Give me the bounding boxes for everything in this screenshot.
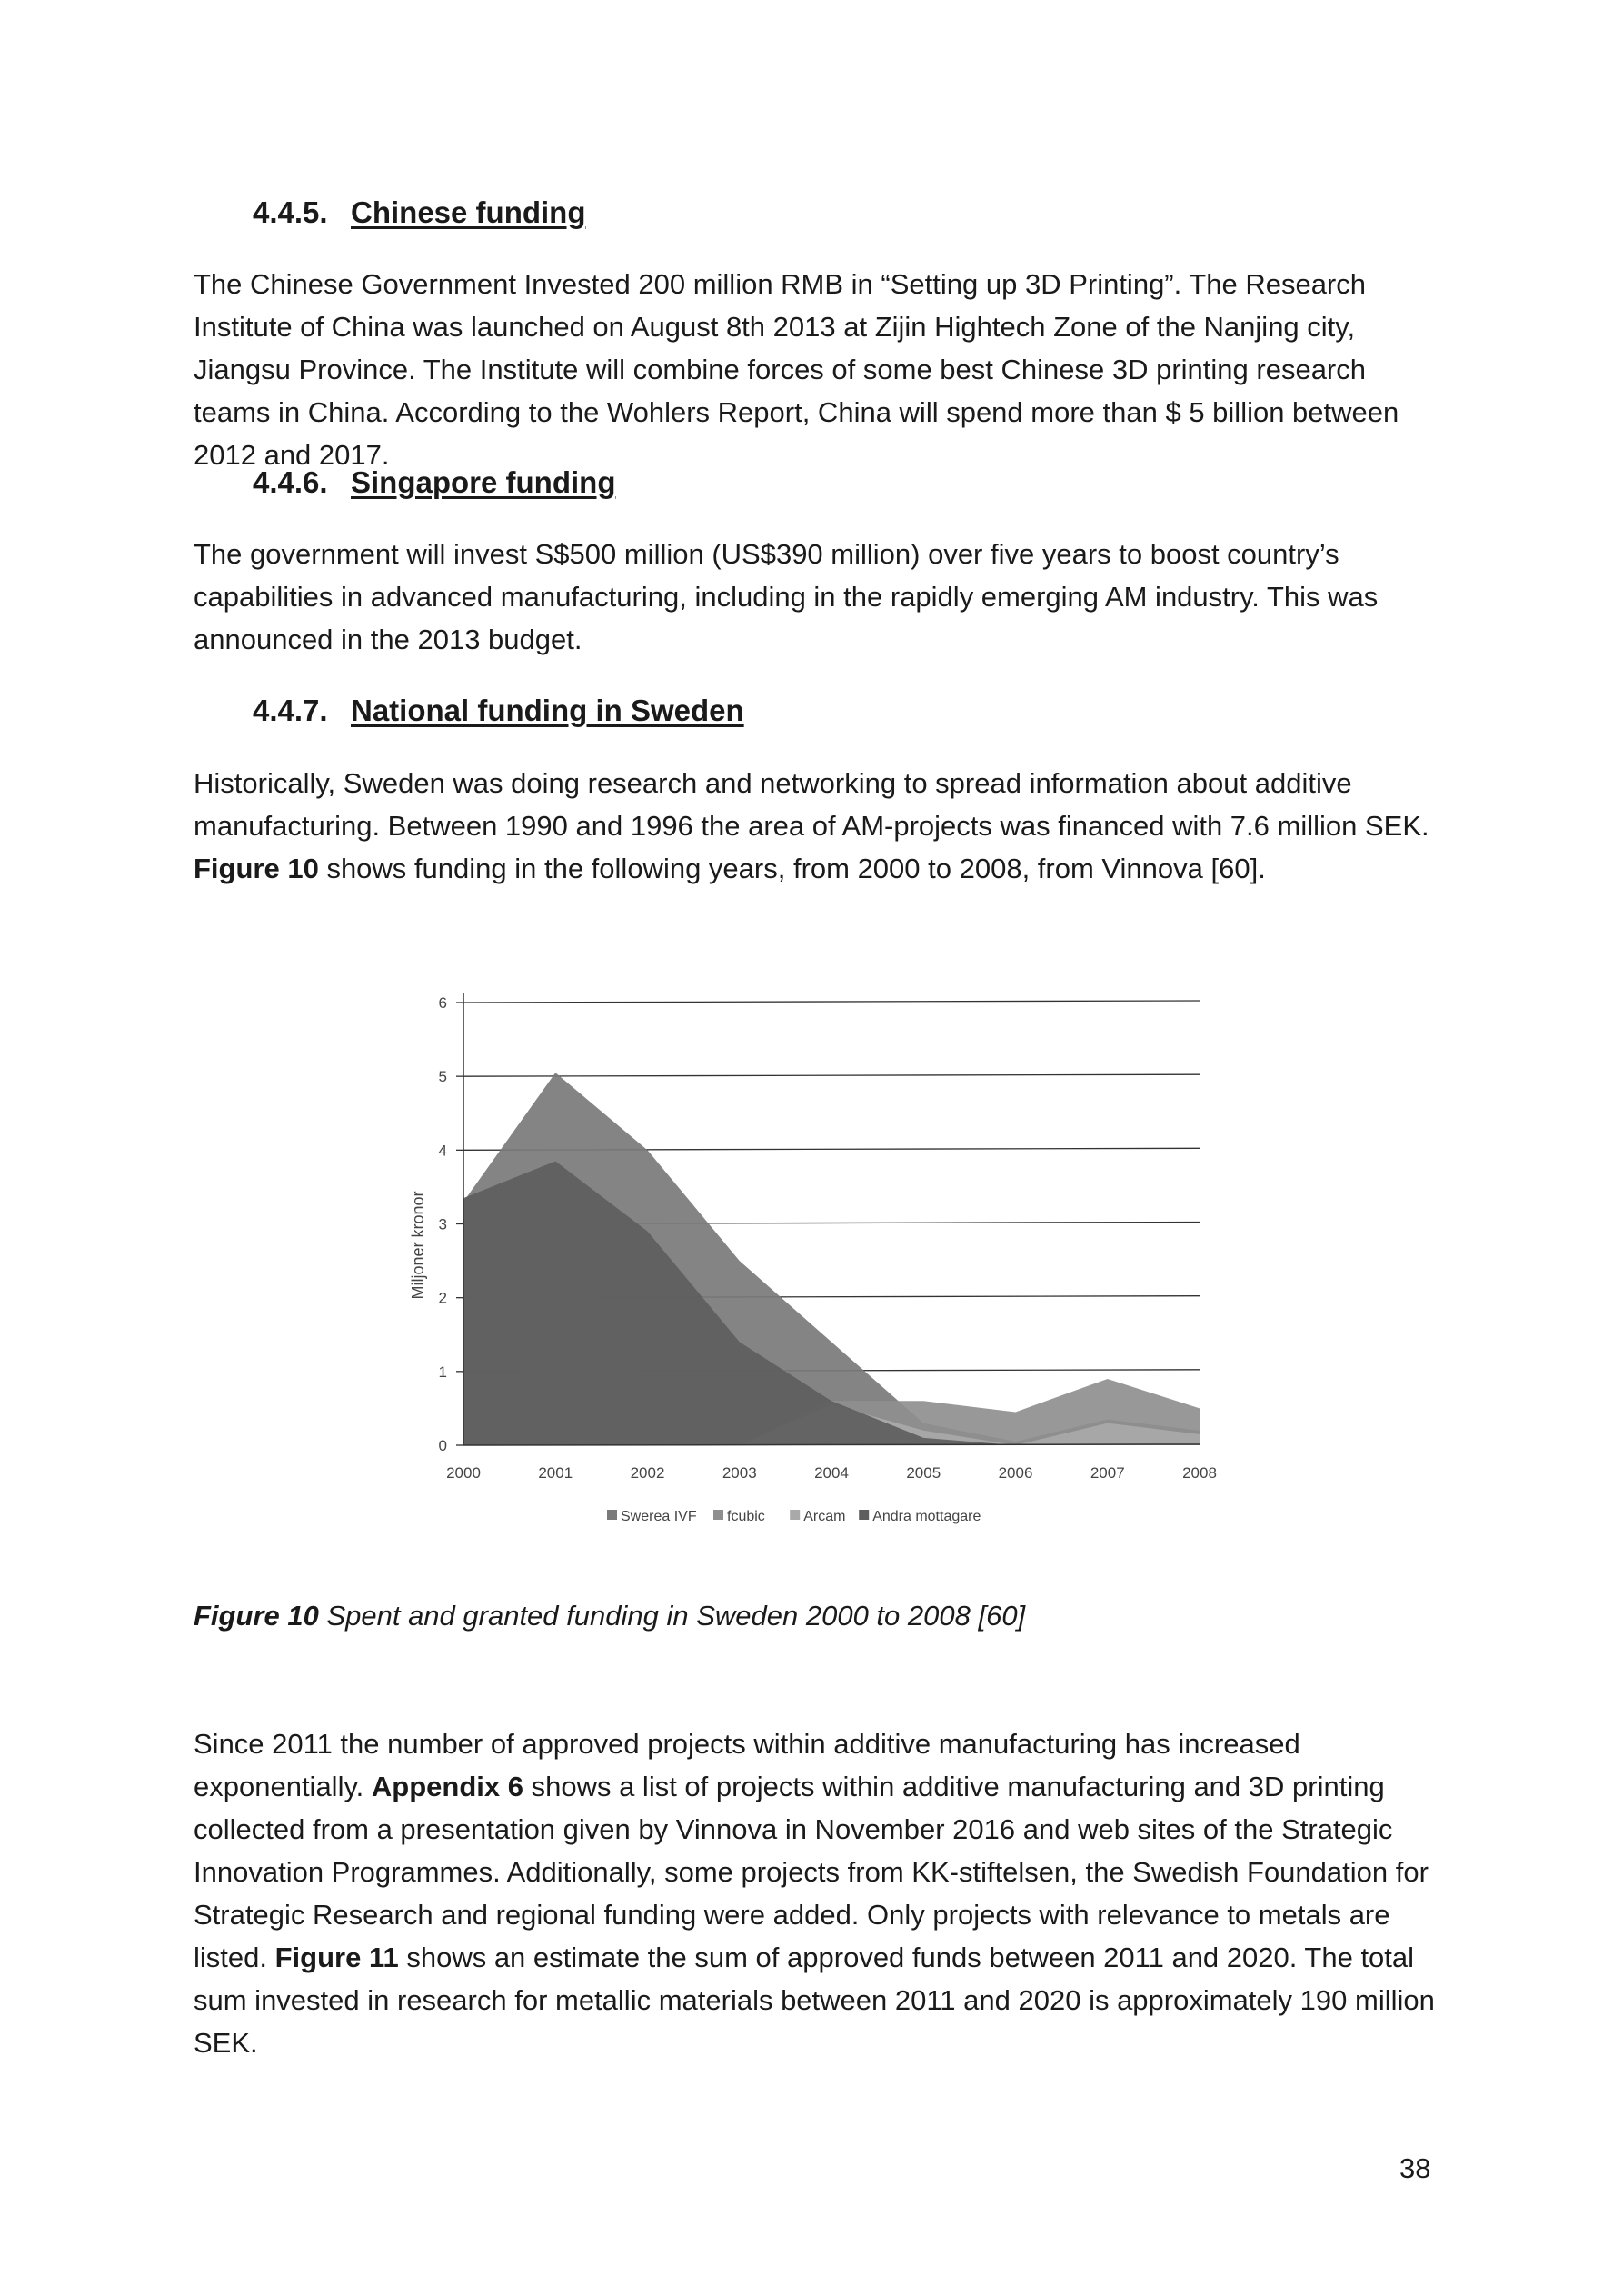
figure-caption	[194, 1594, 1025, 1637]
gridline	[463, 1074, 1200, 1076]
chart-legend	[607, 1509, 981, 1524]
page-number: 38	[1399, 2152, 1431, 2184]
funding-area-chart	[400, 986, 1272, 1568]
legend-swatch	[607, 1510, 617, 1520]
y-tick-label: 0	[438, 1437, 447, 1454]
paragraph-text: shows funding in the following years, from 2000 to 2008, from Vinnova [60].	[318, 853, 1266, 884]
section-title: Singapore funding	[351, 465, 616, 499]
paragraph-text: Historically, Sweden was doing research and networking to spread information about additive manufacturing. Between 1990 and 1996 the area of AM-projects was financed with 7.6 million SEK.	[194, 767, 1429, 842]
x-tick-label: 2007	[1090, 1464, 1125, 1482]
y-tick-label: 4	[438, 1142, 447, 1160]
figure-label: Figure 10	[194, 1600, 319, 1632]
section-heading-singapore-funding	[253, 464, 615, 501]
legend-label: Swerea IVF	[621, 1509, 697, 1524]
legend-swatch	[859, 1510, 869, 1520]
y-tick-label: 1	[438, 1363, 447, 1381]
legend-label: fcubic	[727, 1509, 765, 1524]
section-number: 4.4.7.	[253, 694, 328, 727]
chart-areas	[463, 1073, 1200, 1445]
legend-label: Andra mottagare	[872, 1509, 981, 1524]
section-heading-sweden-funding	[253, 693, 744, 729]
figure-caption-text: Spent and granted funding in Sweden 2000 to 2008 [60]	[318, 1600, 1026, 1632]
paragraph-singapore-funding: The government will invest S$500 million (US$390 million) over five years to boost country’s capabilities in advanced manufacturing, including in the rapidly emerging AM industry. This was announced in the 2013 budget.	[194, 538, 1379, 655]
legend-label: Arcam	[803, 1509, 846, 1524]
x-tick-label: 2008	[1182, 1464, 1217, 1482]
x-tick-label: 2001	[538, 1464, 573, 1482]
paragraph-text: Since 2011 the number of approved projects within additive manufacturing has increased exponentially.	[194, 1728, 1300, 1802]
section-heading-chinese-funding	[253, 195, 586, 231]
paragraph-sweden-funding	[194, 762, 1448, 890]
x-tick-label: 2002	[630, 1464, 665, 1482]
section-title: National funding in Sweden	[351, 694, 744, 727]
appendix-6-reference: Appendix 6	[371, 1771, 523, 1802]
x-tick-label: 2000	[446, 1464, 481, 1482]
y-tick-label: 6	[438, 994, 447, 1012]
figure-11-reference: Figure 11	[274, 1942, 399, 1973]
y-tick-label: 2	[438, 1289, 447, 1307]
legend-swatch	[790, 1510, 800, 1520]
paragraph-chinese-funding: The Chinese Government Invested 200 million RMB in “Setting up 3D Printing”. The Research Institute of China was launched on August 8th 2013 at Zijin Hightech Zone of the Nanjing city, Jiangsu Province. The Institute will combine forces of some best Chinese 3D printing research teams in China. According to the Wohlers Report, China will spend more than $ 5 billion between 2012 and 2017.	[194, 268, 1399, 471]
x-axis-line	[463, 1444, 1200, 1445]
paragraph-approved-projects	[194, 1722, 1448, 2064]
section-number: 4.4.6.	[253, 465, 328, 499]
x-tick-label: 2004	[814, 1464, 849, 1482]
section-number: 4.4.5.	[253, 195, 328, 229]
paragraph-text: shows a list of projects within additive manufacturing and 3D printing collected from a presentation given by Vinnova in November 2016 and web sites of the Strategic Innovation Programmes. Additionally, some projects from KK-stiftelsen, the Swedish Foundation for Strategic Research and regional funding were added. Only projects with relevance to metals are listed.	[194, 1771, 1429, 1973]
x-tick-label: 2006	[998, 1464, 1033, 1482]
figure-10-reference: Figure 10	[194, 853, 319, 884]
section-title: Chinese funding	[351, 195, 586, 229]
y-tick-label: 5	[438, 1068, 447, 1086]
x-tick-label: 2003	[722, 1464, 757, 1482]
y-tick-label: 3	[438, 1215, 447, 1233]
gridline	[463, 1001, 1200, 1003]
x-tick-label: 2005	[906, 1464, 941, 1482]
y-axis-label: Miljoner kronor	[409, 1191, 427, 1300]
paragraph-text: shows an estimate the sum of approved funds between 2011 and 2020. The total sum invested in research for metallic materials between 2011 and 2020 is approximately 190 million SEK.	[194, 1942, 1435, 2059]
legend-swatch	[713, 1510, 723, 1520]
